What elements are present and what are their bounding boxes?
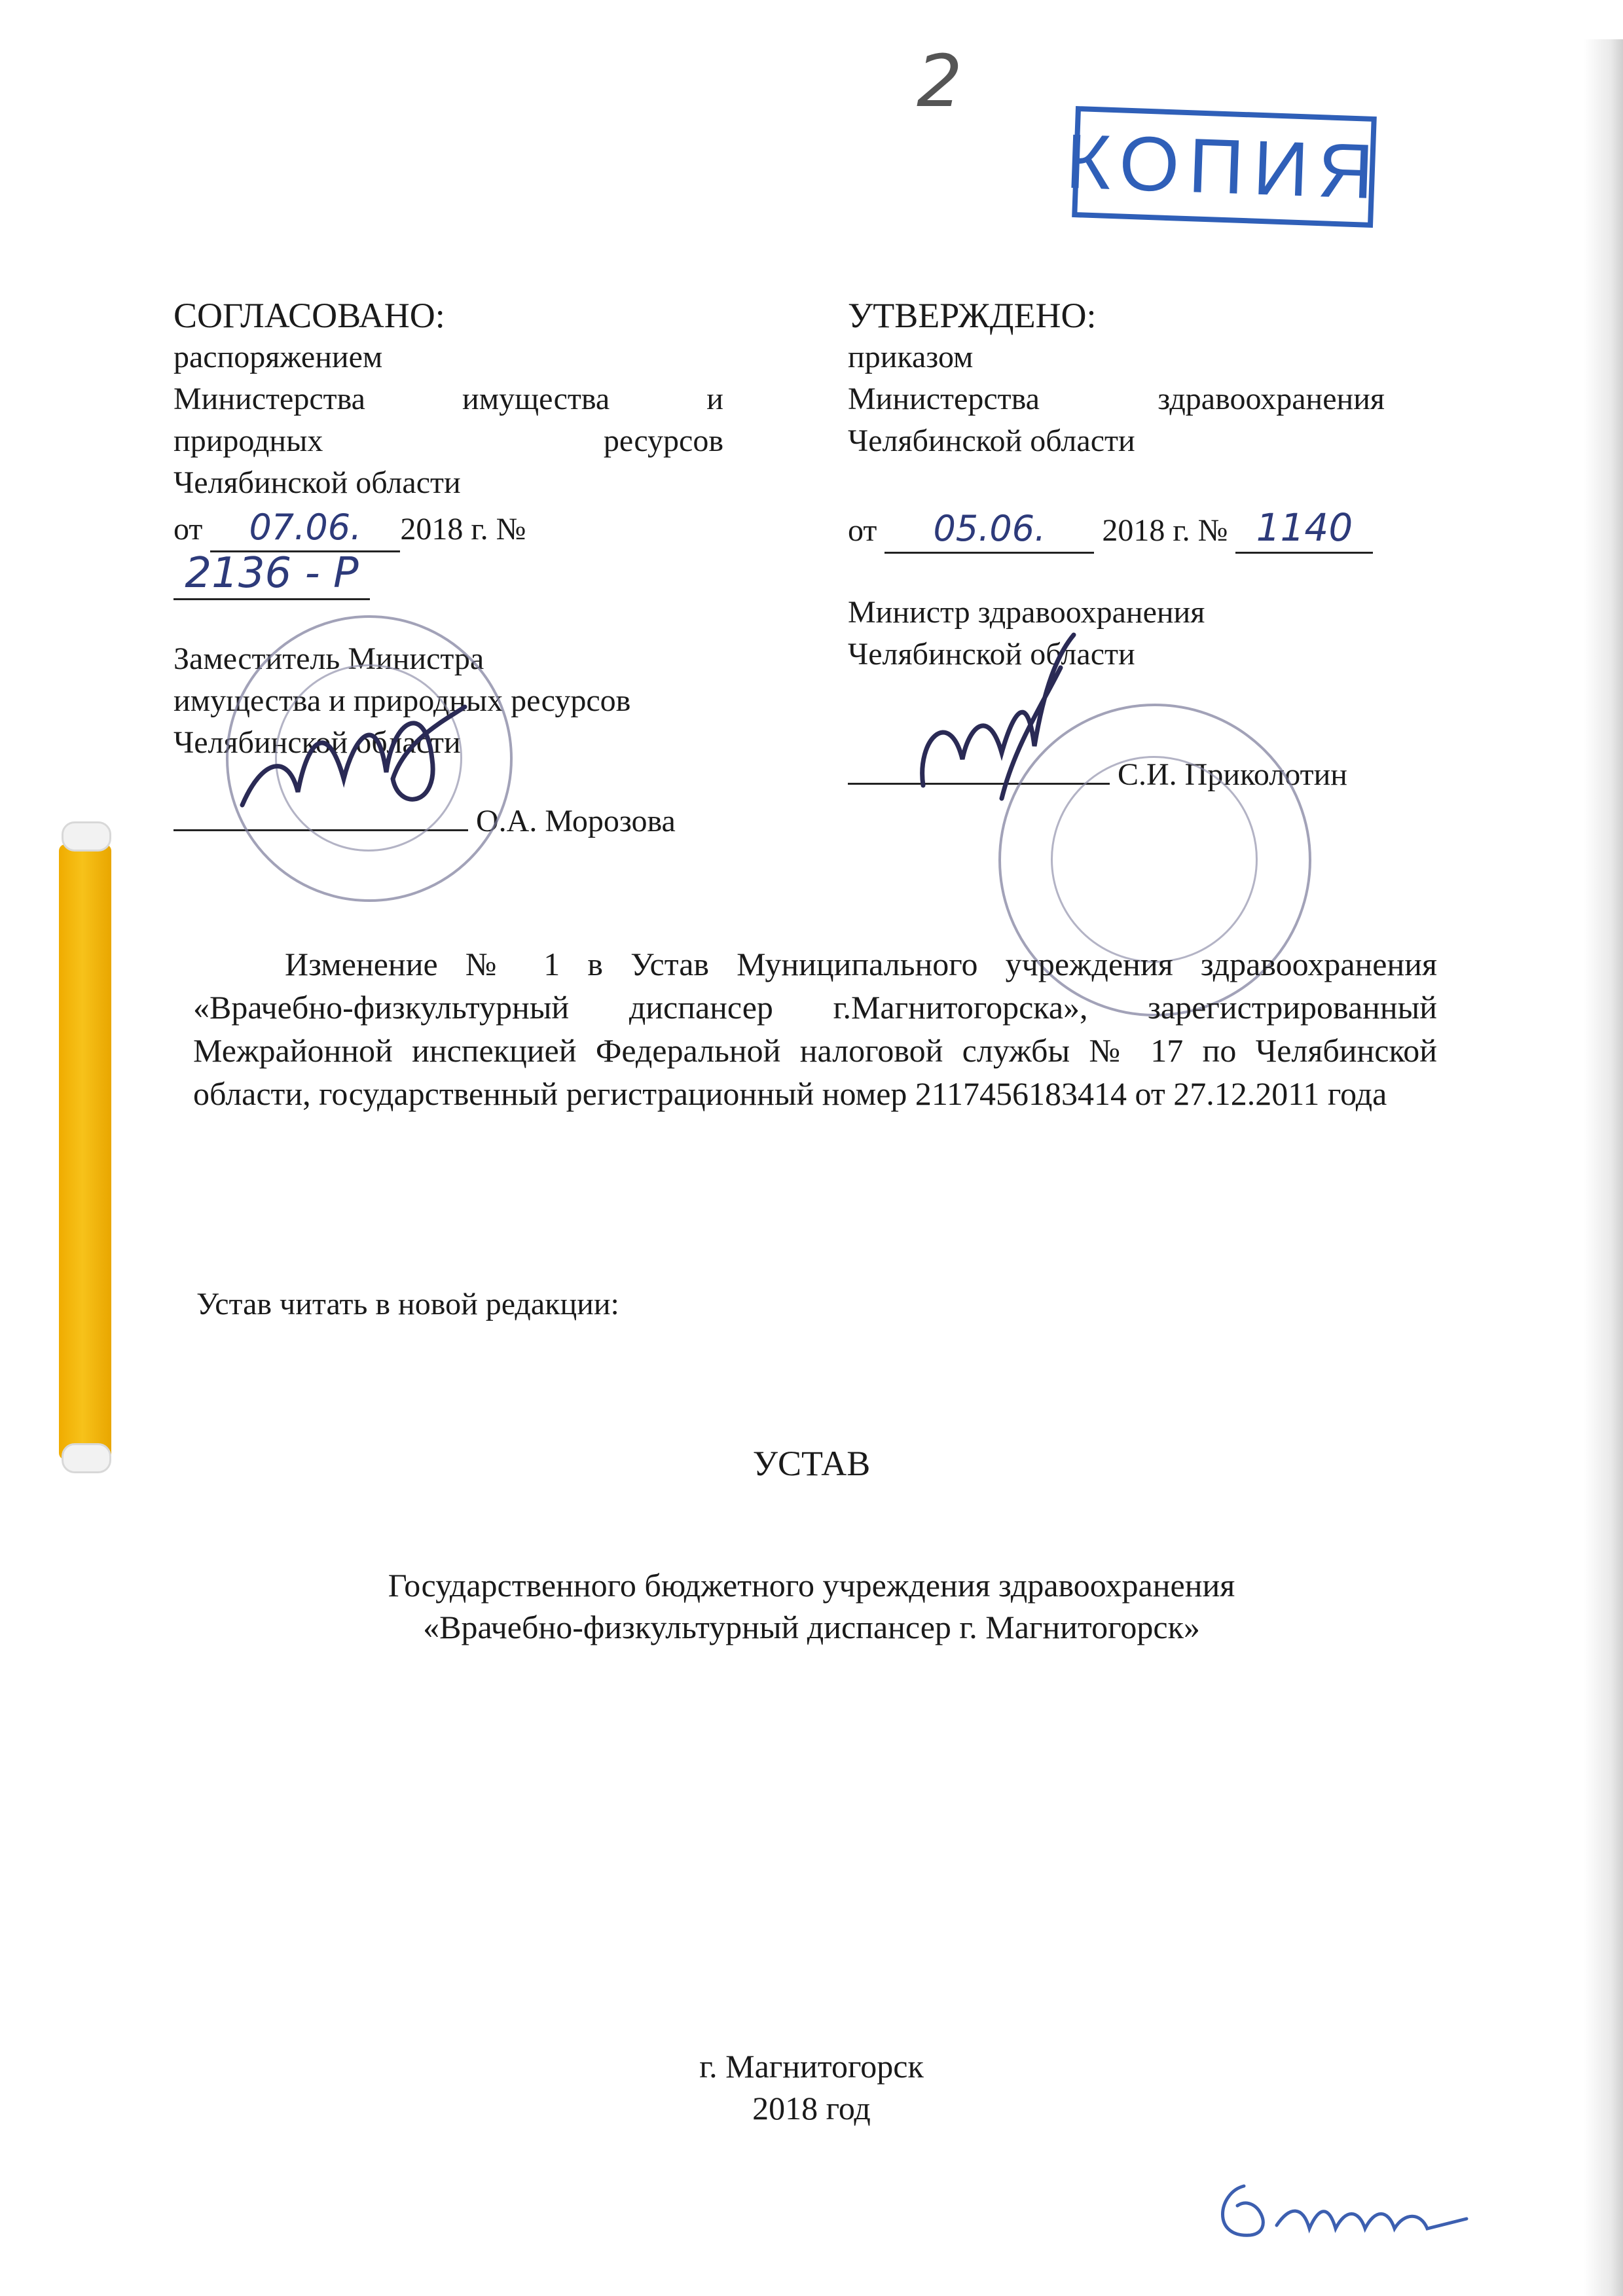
signer-name: С.И. Приколотин (1118, 757, 1347, 792)
order-number-field (1235, 507, 1373, 554)
date-field (210, 507, 400, 552)
signer-name: О.А. Морозова (476, 804, 676, 838)
agreed-date-line (173, 507, 723, 600)
date-value: 05.06. (933, 508, 1046, 549)
amendment-paragraph: Изменение № 1 в Устав Муниципального учреждения здравоохранения «Врачебно-физкультурный диспансер г.Магнитогорска», зарегистрированный Межрайонной инспекцией Федеральной налоговой службы № 17 по Челябинской области, государственный регистрационный номер 2117456183414 от 27.12.2011 года (193, 946, 1437, 1112)
document-title: УСТАВ (752, 1444, 871, 1483)
handwritten-mark (1205, 2166, 1480, 2251)
signer-title: Челябинской области (848, 637, 1135, 672)
date-year: 2018 г. № (400, 512, 526, 547)
subtitle-line: Государственного бюджетного учреждения здравоохранения (388, 1567, 1235, 1604)
signer-title: Заместитель Министра (173, 641, 484, 676)
agreed-line: распоряжением (173, 340, 383, 374)
approved-region: Челябинской области (848, 423, 1135, 458)
footer (0, 2045, 1623, 2129)
order-number-field (173, 549, 370, 600)
signer-title: имущества и природных ресурсов (173, 683, 631, 718)
date-field (884, 508, 1094, 554)
agreed-line: Министерства имущества и (173, 382, 723, 416)
subtitle-line: «Врачебно-физкультурный диспансер г. Магнитогорск» (423, 1609, 1200, 1645)
date-prefix: от (173, 512, 203, 547)
approved-heading: УТВЕРЖДЕНО: (848, 296, 1097, 335)
approved-date-line (848, 507, 1391, 554)
approved-line: приказом (848, 340, 974, 374)
page-number: 2 (917, 39, 962, 123)
copy-stamp-text: КОПИЯ (1064, 118, 1385, 216)
document-subtitle (0, 1564, 1623, 1648)
signer-title: Челябинской области (173, 725, 461, 760)
order-number-value: 2136 - Р (185, 549, 359, 598)
agreed-region: Челябинской области (173, 465, 461, 500)
date-value: 07.06. (249, 507, 362, 548)
order-number-value: 1140 (1256, 505, 1353, 550)
footer-year: 2018 год (752, 2090, 871, 2126)
signature-left (236, 681, 471, 825)
date-prefix: от (848, 513, 877, 548)
date-year: 2018 г. № (1102, 513, 1228, 548)
signer-title: Министр здравоохранения (848, 595, 1205, 630)
read-instruction: Устав читать в новой редакции: (196, 1287, 619, 1321)
agreed-heading: СОГЛАСОВАНО: (173, 296, 445, 335)
signature-right (903, 628, 1113, 812)
binding-ribbon (59, 844, 111, 1460)
footer-city: г. Магнитогорск (699, 2048, 924, 2085)
approved-line: Министерства здравоохранения (848, 382, 1385, 416)
page-edge-shadow (1584, 39, 1623, 2296)
agreed-line: природных ресурсов (173, 423, 723, 458)
copy-stamp (1064, 106, 1385, 228)
ribbon-top-cap (62, 821, 111, 852)
